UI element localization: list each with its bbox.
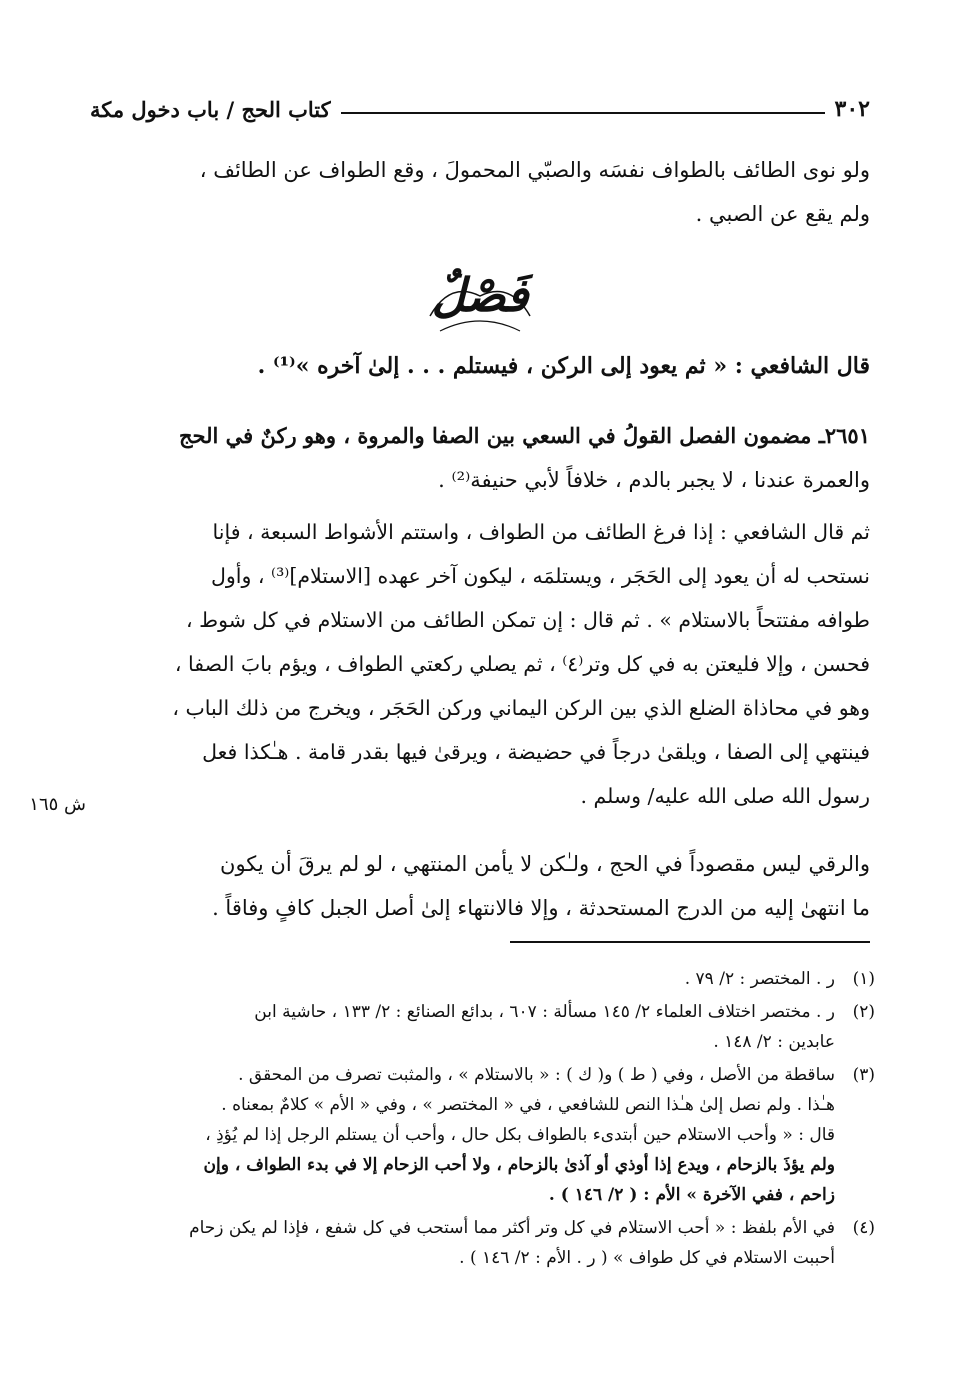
- paragraph-ruqiy: [95, 842, 870, 930]
- running-title: كتاب الحج / باب دخول مكة: [90, 97, 331, 122]
- footnote-line: في الأم بلفظ : « أحب الاستلام في كل وتر أكثر مما أستحب في كل شفع ، فإذا لم يكن زحام: [189, 1218, 835, 1238]
- footnote-body: [95, 997, 835, 1057]
- quote-text: قال الشافعي : « ثم يعود إلى الركن ، فيستلم . . . إلىٰ آخره »⁽¹⁾ .: [257, 353, 870, 379]
- text-line: ثم قال الشافعي : إذا فرغ الطائف من الطواف ، واستتم الأشواط السبعة ، فإنا: [212, 520, 870, 544]
- page-header: [90, 88, 870, 122]
- footnote-line: ساقطة من الأصل ، وفي ( ط ) و( ك ) : « بالاستلام » ، والمثبت تصرف من المحقق .: [238, 1065, 835, 1085]
- footnote-line: زاحم ، ففي الآخرة » الأم : ( ٢/ ١٤٦ ) .: [548, 1185, 835, 1205]
- footnote-number: (١): [852, 969, 875, 989]
- text-line: نستحب له أن يعود إلى الحَجَر ، ويستلمَه ، ليكون آخر عهده [الاستلام]⁽³⁾ ، وأول: [211, 564, 870, 588]
- footnote-line: ولم يؤذَ بالزحام ، ويدع إذا أوذي أو آذىٰ بالزحام ، ولا أحب الزحام إلا في بدء الطواف ، وإن: [203, 1155, 835, 1175]
- quote-line: [95, 346, 870, 386]
- text-line: والعمرة عندنا ، لا يجبر بالدم ، خلافاً لأبي حنيفة⁽²⁾ .: [438, 468, 870, 492]
- text-line: رسول الله صلى الله عليه/ وسلم .: [580, 784, 870, 808]
- footnote-line: قال : « وأحب الاستلام حين أبتدىء بالطواف بكل حال ، وأحب أن يستلم الرجل إذا لم يُؤذِ ،: [205, 1125, 835, 1145]
- footnote: [95, 997, 875, 1057]
- text-line: ما انتهىٰ إليه من الدرج المستحدثة ، وإلا فالانتهاء إلىٰ أصل الجبل كافٍ وفاقاً .: [212, 896, 870, 920]
- footnote-number: (٢): [852, 1002, 875, 1022]
- margin-note: ش ١٦٥: [29, 794, 86, 815]
- text-line: والرقي ليس مقصوداً في الحج ، ولـٰكن لا يأمن المنتهي ، لو لم يرقَ أن يكون: [220, 852, 870, 876]
- text-line: وهو في محاذاة الضلع الذي بين الركن اليماني وركن الحَجَر ، ويخرج من ذلك الباب ،: [172, 696, 870, 720]
- paragraph-shafii: [95, 510, 870, 818]
- header-rule: [341, 112, 825, 114]
- footnote-body: [95, 1213, 835, 1273]
- footnote-rule: [510, 941, 870, 943]
- text-line: فحسن ، وإلا فليعتن به في كل وتر⁽٤⁾ ، ثم يصلي ركعتي الطواف ، ويؤم بابَ الصفا ،: [174, 652, 870, 676]
- text-line: ولو نوى الطائف بالطواف نفسَه والصبّي المحمولَ ، وقع الطواف عن الطائف ،: [199, 158, 870, 182]
- footnote: [95, 964, 875, 994]
- section-heading: [380, 268, 580, 322]
- paragraph-2651: [95, 414, 870, 502]
- heading-ornament-icon: [420, 276, 540, 346]
- footnote: [95, 1213, 875, 1273]
- text-line: فينتهي إلى الصفا ، ويلقىٰ درجاً في حضيضة ، ويرقىٰ فيها بقدر قامة . هـٰكذا فعل: [202, 740, 870, 764]
- footnote-line: عابدين : ٢/ ١٤٨ .: [713, 1032, 835, 1052]
- text-line: ٢٦٥١ـ مضمون الفصل القولُ في السعي بين الصفا والمروة ، وهو ركنٌ في الحج: [179, 423, 870, 448]
- footnote-number: (٣): [852, 1065, 875, 1085]
- text-line: طوافه مفتتحاً بالاستلام » . ثم قال : إن تمكن الطائف من الاستلام في كل شوط ،: [186, 608, 870, 632]
- section-heading-text: فَصْلٌ: [431, 268, 529, 322]
- footnote-body: [95, 1060, 835, 1210]
- footnote-line: هـٰذا . ولم نصل إلىٰ هـٰذا النص للشافعي ، في « المختصر » ، وفي « الأم » كلامٌ بمعناه .: [221, 1095, 835, 1115]
- footnote-number: (٤): [852, 1218, 875, 1238]
- page-number: ٣٠٢: [834, 96, 870, 122]
- text-line: ولم يقع عن الصبي .: [695, 202, 870, 226]
- footnote: [95, 1060, 875, 1210]
- footnote-line: ر . مختصر اختلاف العلماء ٢/ ١٤٥ مسألة : ٦٠٧ ، بدائع الصنائع : ٢/ ١٣٣ ، حاشية ابن: [254, 1002, 835, 1022]
- footnote-body: [95, 964, 835, 994]
- footnote-line: أحببت الاستلام في كل طواف » ( ر . الأم : ٢/ ١٤٦ ) .: [459, 1248, 835, 1268]
- footnotes: [95, 964, 875, 1276]
- footnote-line: ر . المختصر : ٢/ ٧٩ .: [684, 969, 835, 989]
- intro-paragraph: [95, 148, 870, 236]
